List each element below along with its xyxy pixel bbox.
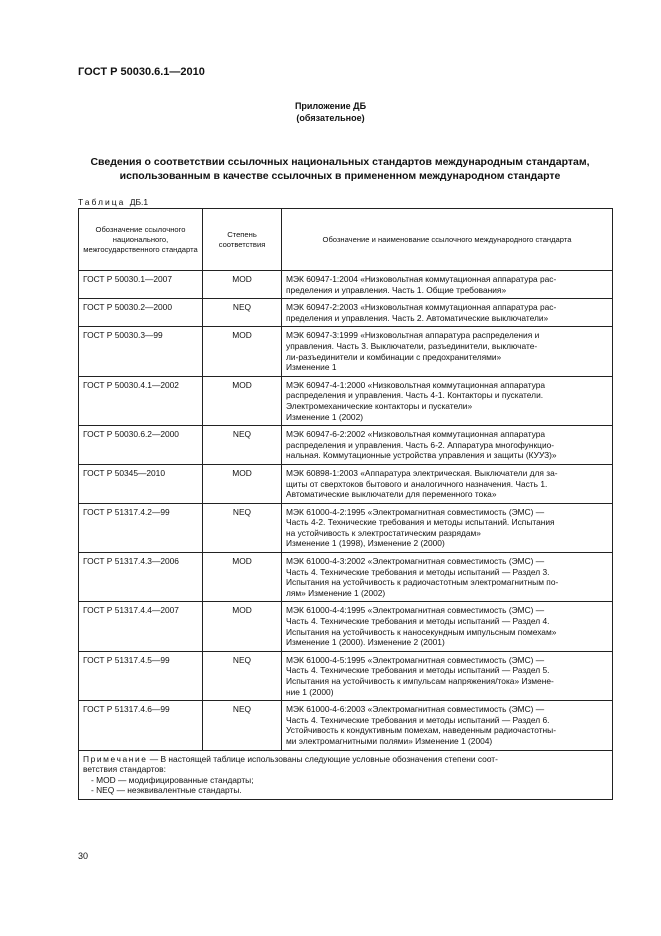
international-standard-description	[282, 299, 613, 327]
header-international-standard: Обозначение и наименование ссылочного международного стандарта	[282, 209, 613, 271]
page-number: 30	[78, 851, 89, 861]
description-line: МЭК 60947-3:1999 «Низковольтная аппаратура распределения и	[286, 330, 540, 341]
description-line: нальная. Коммутационные устройства управления и защиты (КУУЗ)»	[286, 450, 557, 461]
international-standard-description	[282, 602, 613, 651]
note-text-line2: ветствия стандартов:	[83, 764, 166, 775]
description-line: Изменение 1 (2000). Изменение 2 (2001)	[286, 637, 445, 648]
description-line: МЭК 61000-4-4:1995 «Электромагнитная совместимость (ЭМС) —	[286, 605, 545, 616]
header-national-standard: Обозначение ссылочного национального, межгосударственного стандарта	[79, 209, 203, 271]
description-line: Часть 4. Технические требования и методы испытаний — Раздел 3.	[286, 566, 550, 577]
note-row	[79, 750, 613, 799]
description-line: ли-разъединители и комбинации с предохранителями»	[286, 351, 502, 362]
description-line: Часть 4. Технические требования и методы испытаний — Раздел 4.	[286, 616, 550, 627]
description-line: Часть 4. Технические требования и методы испытаний — Раздел 6.	[286, 714, 550, 725]
description-line: Часть 4. Технические требования и методы испытаний — Раздел 5.	[286, 665, 550, 676]
description-line: МЭК 61000-4-5:1995 «Электромагнитная совместимость (ЭМС) —	[286, 654, 545, 665]
note-item-neq: - NEQ — неэквивалентные стандарты.	[91, 785, 242, 796]
international-standard-description	[282, 271, 613, 299]
description-line: Изменение 1 (1998), Изменение 2 (2000)	[286, 538, 445, 549]
international-standard-description	[282, 376, 613, 425]
description-line: МЭК 60947-4-1:2000 «Низковольтная коммутационная аппаратура	[286, 379, 546, 390]
description-line: Испытания на устойчивость к наносекундным импульсным помехам»	[286, 626, 557, 637]
national-standard-code: ГОСТ Р 50030.4.1—2002	[79, 376, 203, 425]
description-line: пределения и управления. Часть 1. Общие требования»	[286, 284, 507, 295]
note-prefix: Примечание	[83, 753, 148, 764]
national-standard-code: ГОСТ Р 50030.3—99	[79, 327, 203, 376]
national-standard-code: ГОСТ Р 51317.4.2—99	[79, 503, 203, 552]
national-standard-code: ГОСТ Р 50030.2—2000	[79, 299, 203, 327]
description-line: Автоматические выключатели для переменного тока»	[286, 489, 497, 500]
table-row	[79, 299, 613, 327]
degree-of-conformity: MOD	[203, 553, 282, 602]
degree-of-conformity: NEQ	[203, 651, 282, 700]
appendix-title: Приложение ДБ	[294, 101, 367, 111]
degree-of-conformity: MOD	[203, 376, 282, 425]
description-line: МЭК 60947-6-2:2002 «Низковольтная коммутационная аппаратура	[286, 429, 546, 440]
table-header-row	[79, 209, 613, 271]
table-label-prefix: Таблица	[78, 197, 126, 207]
table-row	[79, 701, 613, 750]
table-row	[79, 271, 613, 299]
description-line: Часть 4-2. Технические требования и методы испытаний. Испытания	[286, 517, 555, 528]
appendix-heading	[0, 100, 661, 124]
degree-of-conformity: NEQ	[203, 426, 282, 465]
description-line: Электромеханические контакторы и пускатели»	[286, 400, 473, 411]
description-line: МЭК 60898-1:2003 «Аппаратура электрическая. Выключатели для за-	[286, 467, 558, 478]
description-line: МЭК 61000-4-6:2003 «Электромагнитная совместимость (ЭМС) —	[286, 704, 545, 715]
table-row	[79, 602, 613, 651]
degree-of-conformity: NEQ	[203, 503, 282, 552]
note-text	[83, 754, 608, 765]
table-row	[79, 464, 613, 503]
description-line: МЭК 61000-4-3:2002 «Электромагнитная совместимость (ЭМС) —	[286, 556, 545, 567]
description-line: ние 1 (2000)	[286, 686, 334, 697]
international-standard-description	[282, 503, 613, 552]
national-standard-code: ГОСТ Р 50030.6.2—2000	[79, 426, 203, 465]
description-line: управления. Часть 3. Выключатели, разъединители, выключате-	[286, 340, 538, 351]
degree-of-conformity: MOD	[203, 464, 282, 503]
description-line: лям» Изменение 1 (2002)	[286, 587, 386, 598]
national-standard-code: ГОСТ Р 50345—2010	[79, 464, 203, 503]
description-line: Устойчивость к кондуктивным помехам, наведенным радиочастотны-	[286, 725, 556, 736]
table-label-number: ДБ.1	[129, 197, 149, 207]
international-standard-description	[282, 464, 613, 503]
international-standard-description	[282, 701, 613, 750]
table-note	[79, 750, 613, 799]
description-line: МЭК 61000-4-2:1995 «Электромагнитная совместимость (ЭМС) —	[286, 506, 545, 517]
description-line: МЭК 60947-2:2003 «Низковольтная коммутационная аппаратура рас-	[286, 302, 557, 313]
degree-of-conformity: MOD	[203, 602, 282, 651]
table-row	[79, 327, 613, 376]
table-row	[79, 426, 613, 465]
description-line: пределения и управления. Часть 2. Автоматические выключатели»	[286, 312, 549, 323]
note-item-mod: - MOD — модифицированные стандарты;	[91, 774, 254, 785]
degree-of-conformity: NEQ	[203, 701, 282, 750]
description-line: распределения и управления. Часть 4-1. Контакторы и пускатели.	[286, 390, 544, 401]
section-title	[70, 155, 610, 183]
description-line: Испытания на устойчивость к радиочастотным электромагнитным по-	[286, 577, 559, 588]
standards-table	[78, 208, 613, 800]
table-row	[79, 651, 613, 700]
degree-of-conformity: MOD	[203, 271, 282, 299]
table-row	[79, 503, 613, 552]
header-degree: Степень соответствия	[203, 209, 282, 271]
description-line: МЭК 60947-1:2004 «Низковольтная коммутационная аппаратура рас-	[286, 274, 557, 284]
national-standard-code: ГОСТ Р 50030.1—2007	[79, 271, 203, 299]
international-standard-description	[282, 651, 613, 700]
description-line: Изменение 1 (2002)	[286, 411, 364, 422]
international-standard-description	[282, 327, 613, 376]
international-standard-description	[282, 426, 613, 465]
national-standard-code: ГОСТ Р 51317.4.5—99	[79, 651, 203, 700]
description-line: щиты от сверхтоков бытового и аналогичного назначения. Часть 1.	[286, 478, 548, 489]
note-text-line1: — В настоящей таблице использованы следующие условные обозначения степени соот-	[147, 753, 498, 764]
table-label	[78, 197, 148, 207]
table-body	[79, 271, 613, 751]
international-standard-description	[282, 553, 613, 602]
national-standard-code: ГОСТ Р 51317.4.4—2007	[79, 602, 203, 651]
description-line: Изменение 1	[286, 362, 337, 373]
description-line: ми электромагнитными полями» Изменение 1 (2004)	[286, 735, 493, 746]
appendix-subtitle: (обязательное)	[296, 113, 365, 123]
description-line: распределения и управления. Часть 6-2. Аппаратура многофункцио-	[286, 439, 555, 450]
description-line: на устойчивость к электростатическим разрядам»	[286, 527, 481, 538]
degree-of-conformity: NEQ	[203, 299, 282, 327]
section-title-line: Сведения о соответствии ссылочных национальных стандартов международным стандартам,	[90, 156, 590, 168]
degree-of-conformity: MOD	[203, 327, 282, 376]
table-row	[79, 376, 613, 425]
table-row	[79, 553, 613, 602]
national-standard-code: ГОСТ Р 51317.4.6—99	[79, 701, 203, 750]
national-standard-code: ГОСТ Р 51317.4.3—2006	[79, 553, 203, 602]
section-title-line: использованным в качестве ссылочных в примененном международном стандарте	[119, 170, 561, 182]
description-line: Испытания на устойчивость к импульсам напряжения/тока» Измене-	[286, 676, 554, 686]
document-code: ГОСТ Р 50030.6.1—2010	[78, 66, 205, 78]
